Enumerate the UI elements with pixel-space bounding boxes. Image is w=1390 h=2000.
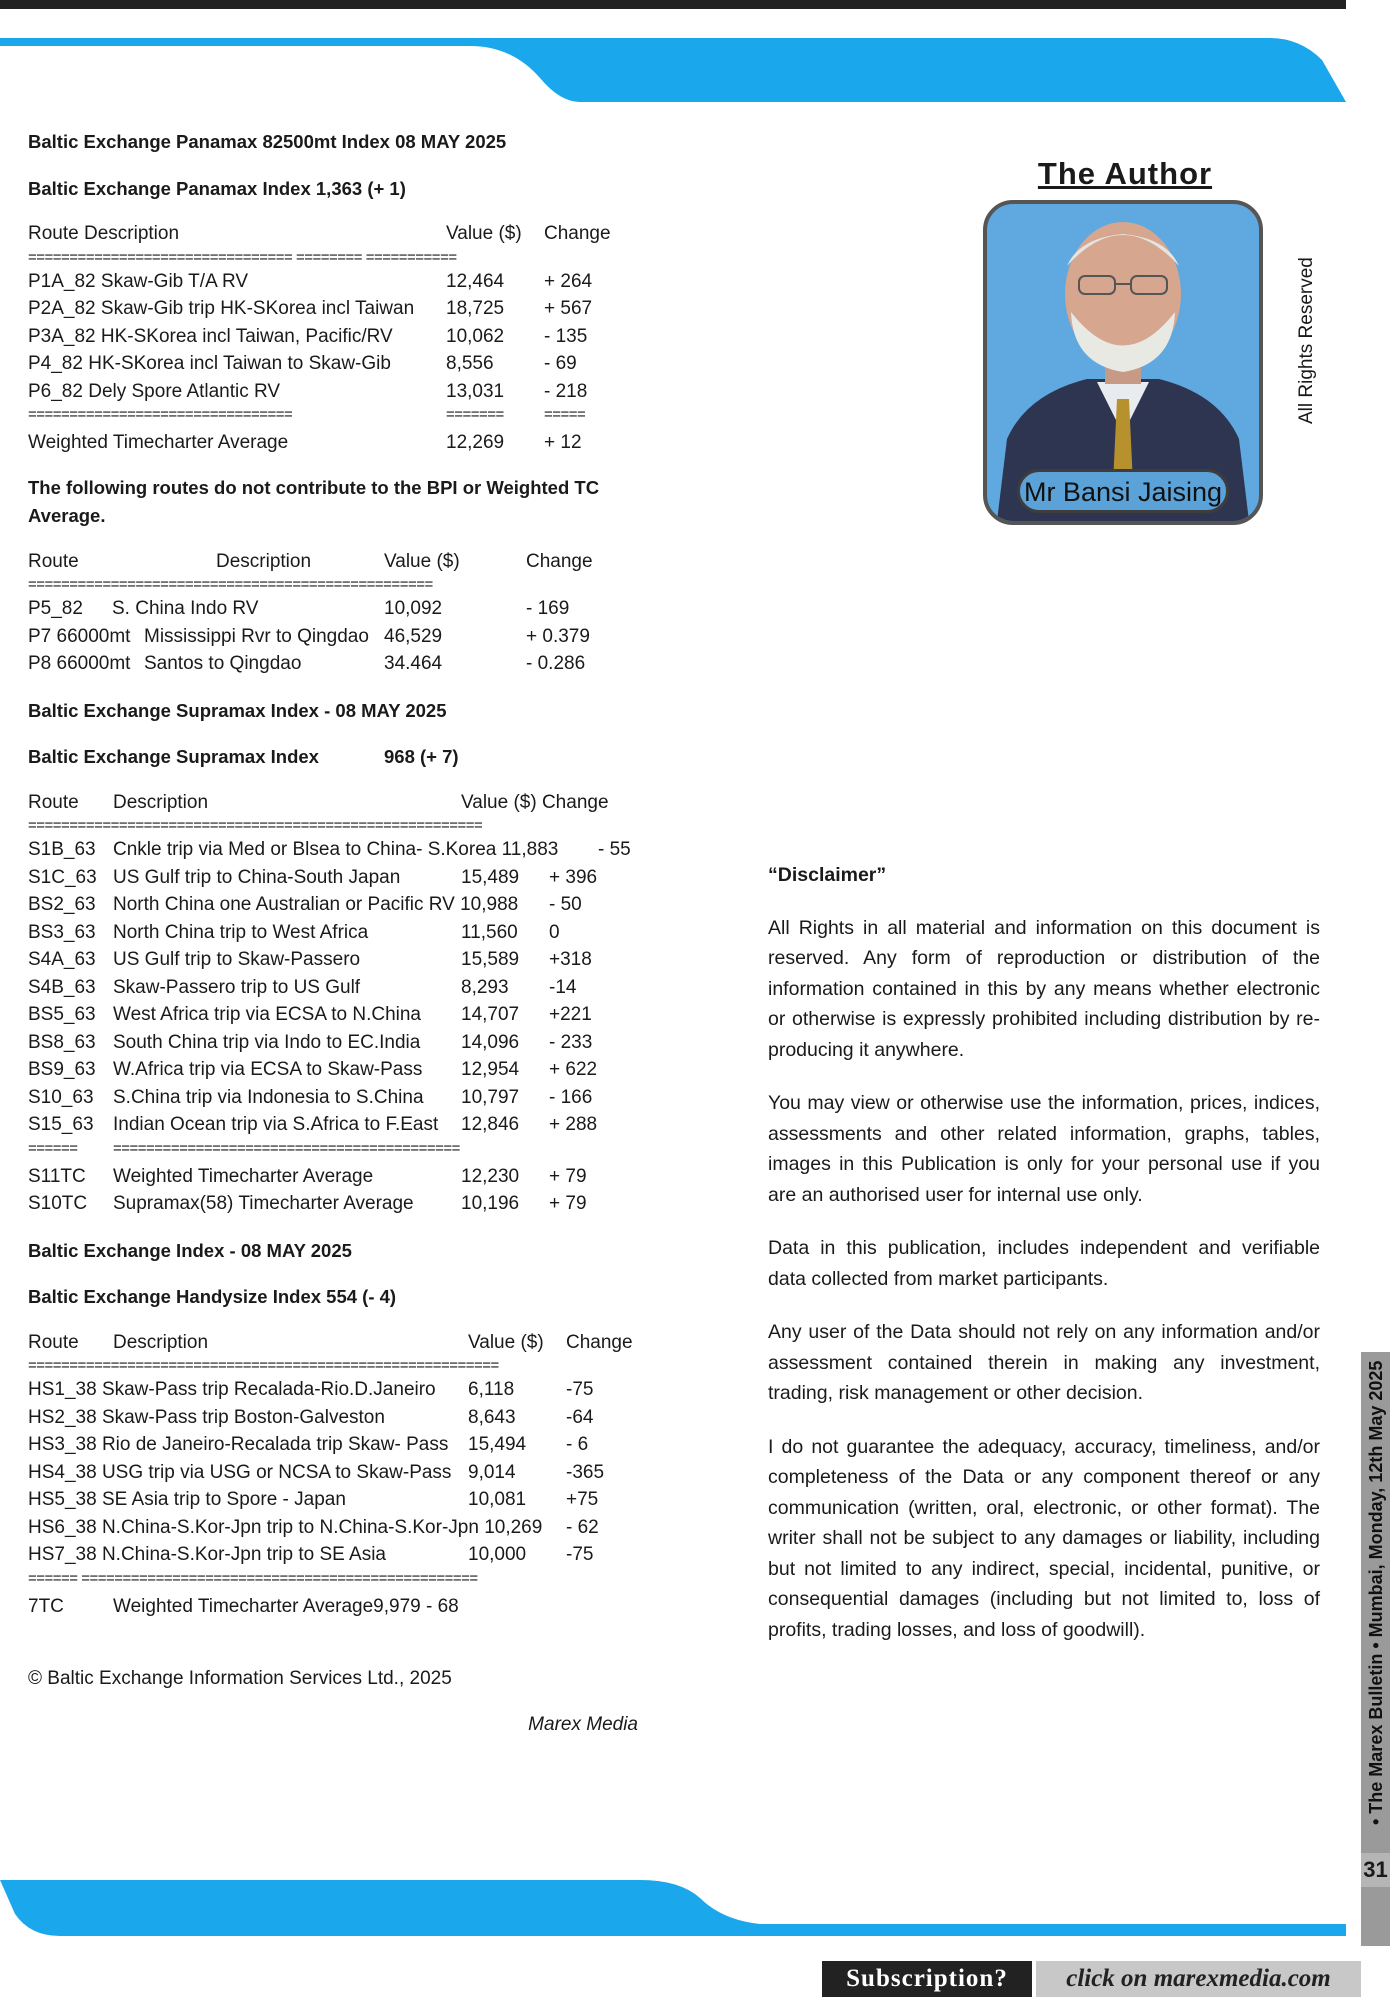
value-cell: 12,846 (461, 1114, 520, 1135)
change-cell: - 135 (544, 325, 588, 347)
change-cell: - 166 (549, 1086, 593, 1108)
col-route: Route (28, 1331, 79, 1353)
route-cell: P8 66000mt (28, 653, 131, 674)
value-cell: 11,560 (461, 921, 518, 943)
supramax-heading: Baltic Exchange Supramax Index - 08 MAY 2025 (28, 699, 447, 721)
description-cell: US Gulf trip to Skaw-Passero (113, 949, 361, 970)
separator-segment: ======= (446, 406, 504, 423)
table-row (28, 295, 668, 323)
freight-index-column (28, 128, 668, 1738)
change-cell: + 12 (544, 432, 582, 453)
rights-reserved: All Rights Reserved (1296, 257, 1317, 424)
route-cell: HS6_38 N.China-S.Kor-Jpn trip to N.China-S.Kor-Jpn 10,269 (28, 1516, 543, 1538)
weighted-average-row (28, 1593, 668, 1621)
separator: ======================================================= (28, 817, 483, 834)
value-cell: 10,081 (468, 1489, 527, 1510)
description-cell: Skaw-Passero trip to US Gulf (113, 976, 361, 998)
value-cell: 9,014 (468, 1461, 516, 1483)
value-cell: 34.464 (384, 653, 443, 674)
copyright-line: © Baltic Exchange Information Services Ltd., 2025 (28, 1668, 452, 1689)
table-row (28, 1029, 668, 1057)
change-cell: +75 (566, 1489, 599, 1510)
description-cell: Santos to Qingdao (144, 653, 302, 674)
col-description: Description (216, 550, 312, 572)
col-route: Route (28, 791, 79, 813)
value-cell: 10,196 (461, 1193, 520, 1214)
change-cell: +221 (549, 1004, 592, 1025)
handysize-index-line: Baltic Exchange Handysize Index 554 (- 4) (28, 1286, 397, 1307)
table-row (28, 323, 668, 351)
description-cell: Supramax(58) Timecharter Average (113, 1193, 414, 1214)
separator: ================================ ======== =========== (28, 248, 457, 266)
table-row (28, 1001, 668, 1029)
route-cell: P7 66000mt (28, 625, 131, 647)
description-cell: Mississippi Rvr to Qingdao (144, 625, 369, 647)
table-row (28, 1163, 668, 1191)
value-cell: 12,230 (461, 1165, 520, 1187)
table-row (28, 919, 668, 947)
route-cell: S1C_63 (28, 866, 97, 888)
col-route: Route (28, 550, 79, 572)
panamax-index-line: Baltic Exchange Panamax Index 1,363 (+ 1) (28, 177, 406, 199)
col-value: Value ($) (384, 550, 460, 572)
route-cell: P2A_82 Skaw-Gib trip HK-SKorea incl Taiwan (28, 298, 415, 319)
disclaimer (768, 860, 1320, 1668)
route-cell: S10_63 (28, 1086, 94, 1108)
index-label: Baltic Exchange Supramax Index (28, 746, 319, 767)
handysize-heading: Baltic Exchange Index - 08 MAY 2025 (28, 1239, 352, 1261)
change-cell: +318 (549, 949, 592, 970)
table-row (28, 350, 668, 378)
change-cell: + 79 (549, 1193, 587, 1214)
non-contributing-note: The following routes do not contribute to the BPI or Weighted TC Average. (28, 476, 600, 526)
change-cell: - 50 (549, 894, 582, 915)
col-description: Description (113, 1331, 209, 1353)
route-cell: BS8_63 (28, 1031, 96, 1053)
col-value: Value ($) (468, 1331, 544, 1353)
change-cell: -365 (566, 1461, 605, 1483)
table-row (28, 891, 668, 919)
separator (28, 405, 668, 425)
change-cell: - 55 (598, 839, 631, 860)
value-cell: 10,000 (468, 1544, 527, 1565)
route-cell: HS5_38 SE Asia trip to Spore - Japan (28, 1489, 346, 1510)
change-cell: + 264 (544, 270, 593, 292)
change-cell: - 62 (566, 1516, 599, 1538)
separator: ========================================================= (28, 1357, 499, 1374)
description-cell: Weighted Timecharter Average9,979 - 68 (113, 1595, 459, 1617)
route-cell: P6_82 Dely Spore Atlantic RV (28, 380, 281, 402)
col-value-change: Value ($) Change (461, 791, 609, 813)
change-cell: - 233 (549, 1031, 593, 1053)
change-cell: - 6 (566, 1434, 589, 1455)
col-change: Change (526, 550, 593, 572)
table-row (28, 650, 668, 678)
page-number: 31 (1361, 1853, 1390, 1887)
col-change: Change (566, 1331, 633, 1353)
value-cell: 6,118 (468, 1379, 515, 1400)
value-cell: 14,707 (461, 1004, 520, 1025)
signature: Marex Media (528, 1713, 638, 1735)
description-cell: West Africa trip via ECSA to N.China (113, 1004, 421, 1025)
author-name: Mr Bansi Jaising (1017, 469, 1229, 513)
value-cell: 15,589 (461, 949, 520, 970)
weighted-average-row (28, 429, 668, 457)
disclaimer-paragraph: I do not guarantee the adequacy, accuracy, timeliness, and/or completeness of the Data or any component thereof or any communication (written, oral, electronic, or other format). The writer shall not be subject to any damages or liability, including but not limited to any indirect, special, incidental, punitive, or consequential damages (including but not limited to, loss of profits, trading losses, and loss of goodwill). (768, 1435, 1320, 1641)
value-cell: 12,954 (461, 1059, 520, 1080)
change-cell: - 169 (526, 598, 570, 619)
description-cell: Cnkle trip via Med or Blsea to China- S.Korea 11,883 (113, 839, 559, 860)
change-cell: + 622 (549, 1059, 598, 1080)
author-title: The Author (1037, 156, 1213, 191)
route-cell: P3A_82 HK-SKorea incl Taiwan, Pacific/RV (28, 325, 393, 347)
table-row (28, 1541, 668, 1569)
value-cell: 13,031 (446, 380, 505, 402)
value-cell: 10,062 (446, 325, 505, 347)
separator-segment: ===== (544, 406, 586, 423)
subscription-label: Subscription? (822, 1961, 1032, 1997)
value-cell: 8,643 (468, 1406, 516, 1428)
author-photo (983, 200, 1263, 525)
route-cell: BS5_63 (28, 1004, 96, 1025)
website-link[interactable]: click on marexmedia.com (1036, 1961, 1361, 1997)
description-cell: S.China trip via Indonesia to S.China (113, 1086, 424, 1108)
table-row (28, 1486, 668, 1514)
description-cell: S. China Indo RV (112, 598, 259, 619)
route-cell: S1B_63 (28, 839, 96, 860)
separator: ====== ================================================ (28, 1569, 478, 1587)
table-row (28, 1056, 668, 1084)
route-cell: S10TC (28, 1193, 88, 1214)
supramax-index-line (28, 743, 668, 771)
value-cell: 46,529 (384, 625, 443, 647)
route-cell: S4B_63 (28, 976, 96, 998)
disclaimer-paragraph: Any user of the Data should not rely on any information and/or assessment contained therein in making any investment, trading, risk management or other decision. (768, 1321, 1320, 1404)
table-row (28, 864, 668, 892)
description-cell: US Gulf trip to China-South Japan (113, 866, 401, 888)
disclaimer-title: “Disclaimer” (768, 864, 887, 886)
value-cell: 14,096 (461, 1031, 520, 1053)
route-cell: HS1_38 Skaw-Pass trip Recalada-Rio.D.Janeiro (28, 1379, 436, 1400)
table-row (28, 1459, 668, 1487)
table-row (28, 1084, 668, 1112)
separator-segment: ========================================== (113, 1139, 460, 1157)
supramax-header-row (28, 789, 668, 817)
change-cell: -64 (566, 1406, 594, 1428)
route-cell: S4A_63 (28, 949, 96, 970)
table-row (28, 1111, 668, 1139)
description-cell: North China trip to West Africa (113, 921, 369, 943)
col-description: Description (113, 791, 209, 813)
value-cell: 15,494 (468, 1434, 527, 1455)
table-row (28, 836, 668, 864)
col-route-description: Route Description (28, 223, 180, 244)
disclaimer-paragraph: Data in this publication, includes independent and verifiable data collected from market participants. (768, 1237, 1320, 1290)
disclaimer-paragraph: You may view or otherwise use the information, prices, indices, assessments and other related information, graphs, tables, images in this Publication is only for your personal use if you are an authorised user for internal use only. (768, 1092, 1320, 1206)
change-cell: -75 (566, 1544, 594, 1565)
description-cell: Weighted Timecharter Average (113, 1165, 374, 1187)
table-row (28, 268, 668, 296)
disclaimer-paragraph: All Rights in all material and information on this document is reserved. Any form of reproduction or distribution of the information contained in this by any means whether electronic or otherwise is expressly prohibited including distribution by re- producing it anywhere. (768, 916, 1320, 1061)
change-cell: - 0.286 (526, 653, 586, 674)
route-cell: S11TC (28, 1165, 86, 1187)
value-cell: 12,269 (446, 432, 505, 453)
route-cell: HS7_38 N.China-S.Kor-Jpn trip to SE Asia (28, 1544, 387, 1565)
table-row (28, 1376, 668, 1404)
separator-segment: ================================ (28, 406, 293, 423)
table-row (28, 974, 668, 1002)
bottom-wave-banner (0, 1880, 1346, 1938)
table-row (28, 1431, 668, 1459)
value-cell: 15,489 (461, 866, 520, 888)
table-row (28, 595, 668, 623)
route-cell: 7TC (28, 1595, 64, 1617)
table-row (28, 946, 668, 974)
value-cell: 10,797 (461, 1086, 520, 1108)
change-cell: + 0.379 (526, 625, 590, 647)
top-rule (0, 0, 1346, 9)
table-row (28, 1404, 668, 1432)
change-cell: - 69 (544, 353, 577, 374)
description-cell: Indian Ocean trip via S.Africa to F.East (113, 1114, 439, 1135)
panamax-header-row (28, 220, 668, 248)
change-cell: - 218 (544, 380, 588, 402)
change-cell: + 79 (549, 1165, 587, 1187)
route-cell: S15_63 (28, 1114, 94, 1135)
col-value: Value ($) (446, 223, 522, 244)
table-row (28, 378, 668, 406)
route-cell: P4_82 HK-SKorea incl Taiwan to Skaw-Gib (28, 353, 391, 374)
change-cell: 0 (549, 921, 560, 943)
route-cell: P1A_82 Skaw-Gib T/A RV (28, 270, 249, 292)
separator (28, 1139, 668, 1159)
col-change: Change (544, 223, 611, 244)
separator: ================================================= (28, 576, 433, 593)
index-value: 968 (+ 7) (384, 746, 459, 767)
description-cell: W.Africa trip via ECSA to Skaw-Pass (113, 1059, 423, 1080)
change-cell: -75 (566, 1379, 594, 1400)
table-row (28, 623, 668, 651)
value-cell: 8,556 (446, 353, 494, 374)
change-cell: + 396 (549, 866, 598, 888)
value-cell: 8,293 (461, 976, 509, 998)
route-cell: HS3_38 Rio de Janeiro-Recalada trip Skaw- Pass (28, 1434, 449, 1455)
description-cell: North China one Australian or Pacific RV 10,988 (113, 894, 519, 915)
description-cell: South China trip via Indo to EC.India (113, 1031, 421, 1053)
top-wave-banner (0, 38, 1346, 104)
route-cell: BS2_63 (28, 894, 96, 915)
route-cell: BS3_63 (28, 921, 96, 943)
change-cell: + 288 (549, 1114, 598, 1135)
handysize-header-row (28, 1329, 668, 1357)
bulletin-dateline: • The Marex Bulletin • Mumbai, Monday, 12th May 2025 (1366, 1360, 1386, 1825)
nonbpi-header-row (28, 548, 668, 576)
separator-segment: ====== (28, 1139, 78, 1157)
table-row (28, 1190, 668, 1218)
value-cell: 18,725 (446, 298, 505, 319)
route-cell: BS9_63 (28, 1059, 96, 1080)
route-cell: HS4_38 USG trip via USG or NCSA to Skaw-Pass (28, 1461, 452, 1483)
route-cell: Weighted Timecharter Average (28, 432, 289, 453)
change-cell: -14 (549, 976, 577, 998)
value-cell: 12,464 (446, 270, 505, 292)
route-cell: P5_82 (28, 598, 83, 619)
route-cell: HS2_38 Skaw-Pass trip Boston-Galveston (28, 1406, 385, 1428)
change-cell: + 567 (544, 298, 593, 319)
table-row (28, 1514, 668, 1542)
panamax-heading: Baltic Exchange Panamax 82500mt Index 08 MAY 2025 (28, 131, 507, 152)
value-cell: 10,092 (384, 598, 443, 619)
